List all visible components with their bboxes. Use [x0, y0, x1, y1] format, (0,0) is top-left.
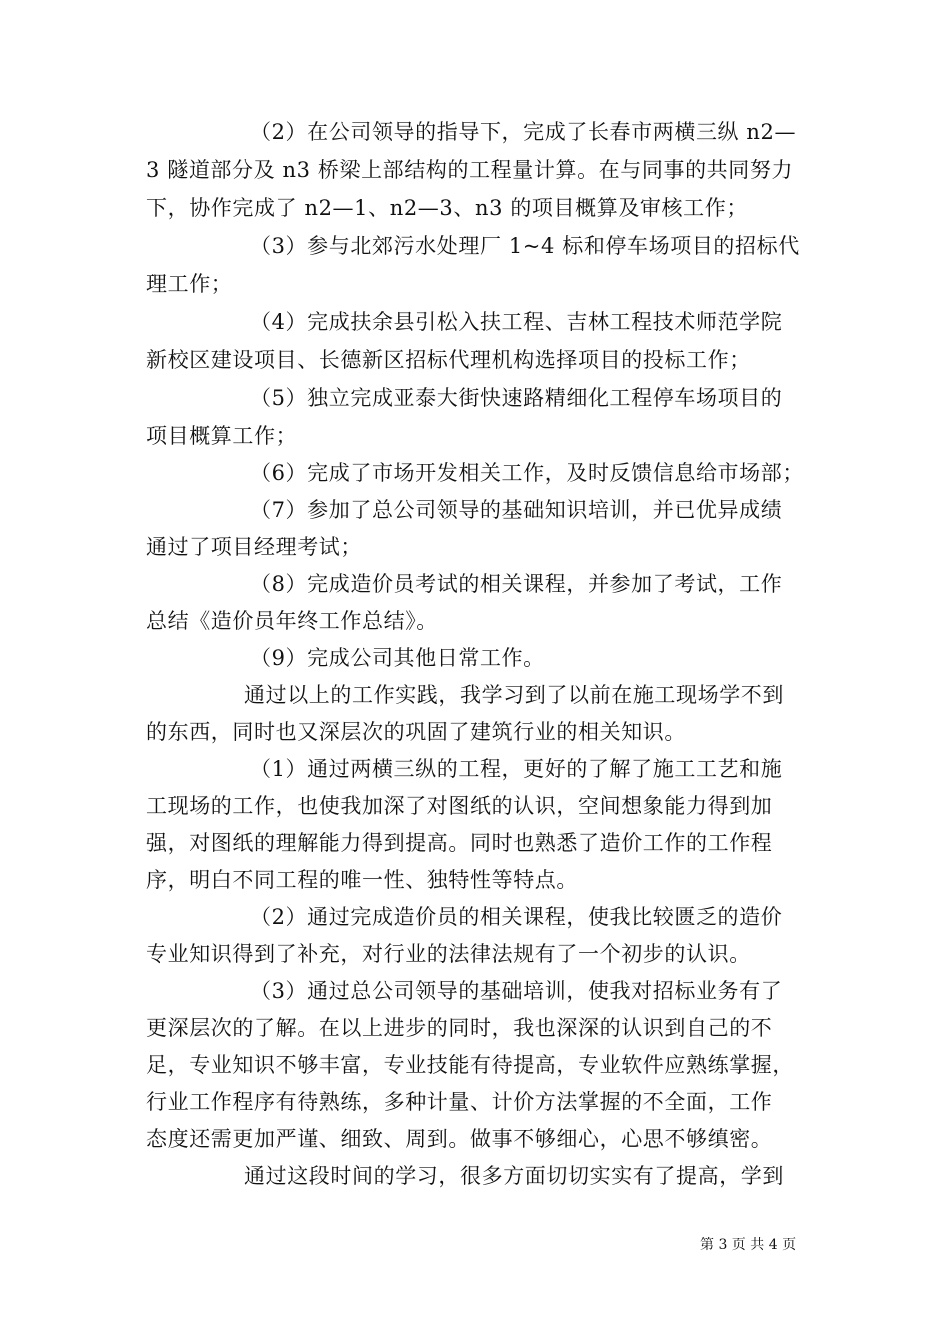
- text-line: 理工作；: [146, 272, 233, 296]
- text-line: （2）在公司领导的指导下，完成了长春市两横三纵 n2—: [250, 120, 797, 144]
- text-line: （3）参与北郊污水处理厂 1~4 标和停车场项目的招标代: [250, 234, 800, 258]
- text-line: 下，协作完成了 n2—1、n2—3、n3 的项目概算及审核工作；: [146, 196, 748, 220]
- text-line: （6）完成了市场开发相关工作，及时反馈信息给市场部；: [250, 461, 804, 485]
- text-line: 总结《造价员年终工作总结》。: [146, 609, 438, 633]
- text-line: 态度还需更加严谨、细致、周到。做事不够细心，心思不够缜密。: [146, 1127, 773, 1151]
- text-line: 新校区建设项目、长德新区招标代理机构选择项目的投标工作；: [146, 348, 751, 372]
- text-line: 工现场的工作，也使我加深了对图纸的认识，空间想象能力得到加: [146, 794, 773, 818]
- text-line: 序，明白不同工程的唯一性、独特性等特点。: [146, 868, 578, 892]
- text-line: 的东西，同时也又深层次的巩固了建筑行业的相关知识。: [146, 720, 686, 744]
- text-line: （1）通过两横三纵的工程，更好的了解了施工工艺和施: [250, 757, 783, 781]
- text-line: （8）完成造价员考试的相关课程，并参加了考试，工作: [250, 572, 783, 596]
- text-line: 项目概算工作；: [146, 424, 298, 448]
- text-line: （2）通过完成造价员的相关课程，使我比较匮乏的造价: [250, 905, 783, 929]
- text-line: 强，对图纸的理解能力得到提高。同时也熟悉了造价工作的工作程: [146, 831, 773, 855]
- text-line: 3 隧道部分及 n3 桥梁上部结构的工程量计算。在与同事的共同努力: [146, 158, 794, 182]
- text-line: 通过以上的工作实践，我学习到了以前在施工现场学不到: [244, 683, 784, 707]
- text-line: 通过这段时间的学习，很多方面切切实实有了提高，学到: [244, 1164, 784, 1188]
- text-line: 通过了项目经理考试；: [146, 535, 362, 559]
- text-line: （4）完成扶余县引松入扶工程、吉林工程技术师范学院: [250, 310, 783, 334]
- text-line: （5）独立完成亚泰大街快速路精细化工程停车场项目的: [250, 386, 783, 410]
- text-line: （9）完成公司其他日常工作。: [250, 646, 545, 670]
- text-line: 行业工作程序有待熟练，多种计量、计价方法掌握的不全面，工作: [146, 1090, 773, 1114]
- text-line: 更深层次的了解。在以上进步的同时，我也深深的认识到自己的不: [146, 1016, 773, 1040]
- text-line: （7）参加了总公司领导的基础知识培训，并已优异成绩: [250, 498, 783, 522]
- text-line: 足，专业知识不够丰富，专业技能有待提高，专业软件应熟练掌握，: [146, 1053, 794, 1077]
- text-line: 专业知识得到了补充，对行业的法律法规有了一个初步的认识。: [146, 942, 751, 966]
- page-number: 第 3 页 共 4 页: [700, 1237, 797, 1253]
- text-line: （3）通过总公司领导的基础培训，使我对招标业务有了: [250, 979, 783, 1003]
